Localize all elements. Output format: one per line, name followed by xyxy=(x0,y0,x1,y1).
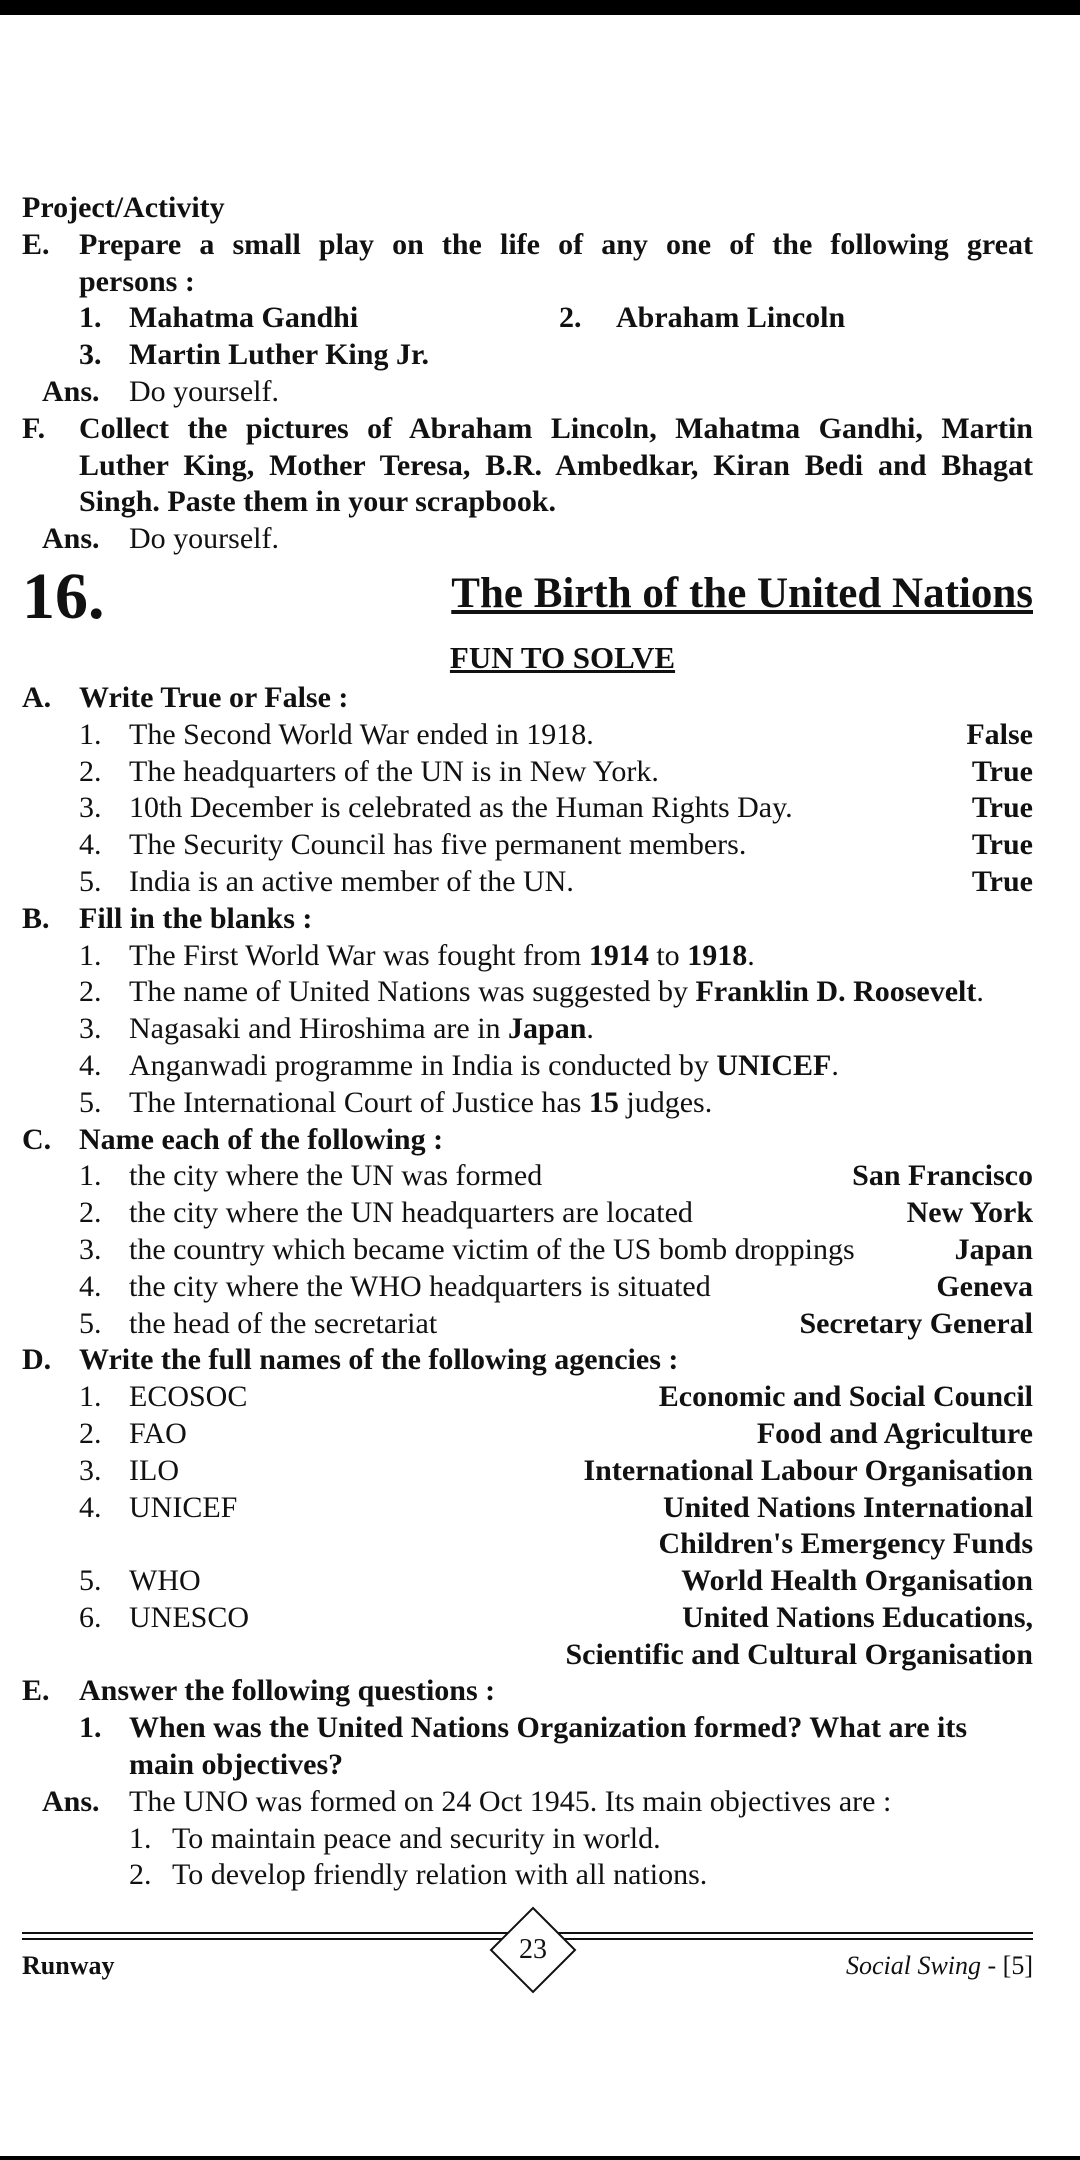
list-item xyxy=(22,1158,1033,1195)
item-text: 10th December is celebrated as the Human Rights Day. xyxy=(129,791,793,825)
section-heading: Fill in the blanks : xyxy=(79,901,313,935)
item-answer: Japan xyxy=(954,1232,1033,1266)
list-item xyxy=(22,974,1033,1011)
item-text: UNICEF xyxy=(129,1490,238,1524)
project-heading xyxy=(22,190,1033,227)
section-a-heading xyxy=(22,680,1033,717)
point-text: To develop friendly relation with all nations. xyxy=(172,1858,708,1892)
list-number: 2. xyxy=(79,754,102,788)
question-text: Singh. Paste them in your scrapbook. xyxy=(79,485,557,519)
page-content xyxy=(22,190,1033,1894)
list-number: 3. xyxy=(79,1232,102,1266)
item-text: FAO xyxy=(129,1416,187,1450)
question-label: F. xyxy=(22,411,46,445)
question-line1 xyxy=(22,1710,1033,1747)
list-number: 2. xyxy=(559,301,582,335)
answer-label: Ans. xyxy=(42,374,100,408)
list-number: 6. xyxy=(79,1600,102,1634)
project-e-answer xyxy=(22,374,1033,411)
section-label: C. xyxy=(22,1122,52,1156)
list-number: 2. xyxy=(79,1196,102,1230)
project-f-answer xyxy=(22,521,1033,558)
item-text: The Security Council has five permanent members. xyxy=(129,828,747,862)
list-number: 1. xyxy=(129,1821,152,1855)
list-number: 1. xyxy=(79,1159,102,1193)
section-b-heading xyxy=(22,901,1033,938)
item-answer: Children's Emergency Funds xyxy=(658,1527,1033,1561)
question-text: Prepare a small play on the life of any one of the following great xyxy=(79,227,1033,261)
section-d-heading xyxy=(22,1342,1033,1379)
book-title: Social Swing xyxy=(845,1951,982,1980)
question-text: Collect the pictures of Abraham Lincoln, Mahatma Gandhi, Martin xyxy=(79,411,1033,445)
answer-label: Ans. xyxy=(42,1784,100,1818)
item-text: UNESCO xyxy=(129,1600,250,1634)
footer-publisher: Runway xyxy=(22,1951,115,1980)
answer-text: Do yourself. xyxy=(129,522,279,556)
list-number: 1. xyxy=(79,301,102,335)
section-label: B. xyxy=(22,901,50,935)
item-text: The International Court of Justice has 15 judges. xyxy=(129,1085,713,1119)
book-volume: - [5] xyxy=(981,1951,1033,1980)
list-item xyxy=(22,938,1033,975)
list-item xyxy=(22,1416,1033,1453)
list-item xyxy=(22,1048,1033,1085)
project-e-line2 xyxy=(22,264,1033,301)
list-number: 1. xyxy=(79,717,102,751)
bottom-border-bar xyxy=(0,2156,1080,2160)
top-border-bar xyxy=(0,0,1080,15)
list-number: 4. xyxy=(79,1269,102,1303)
chapter-subtitle: FUN TO SOLVE xyxy=(449,639,676,675)
section-label: D. xyxy=(22,1343,52,1377)
item-answer: True xyxy=(971,791,1033,825)
section-label: A. xyxy=(22,680,52,714)
list-number: 5. xyxy=(79,1085,102,1119)
item-answer: International Labour Organisation xyxy=(583,1453,1033,1487)
answer-line xyxy=(22,1784,1033,1821)
answer-text: The UNO was formed on 24 Oct 1945. Its main objectives are : xyxy=(129,1784,892,1818)
list-number: 4. xyxy=(79,828,102,862)
list-number: 1. xyxy=(79,1380,102,1414)
item-text: The First World War was fought from 1914 to 1918. xyxy=(129,938,755,972)
project-f-line3 xyxy=(22,484,1033,521)
blank-answer: UNICEF xyxy=(716,1048,832,1082)
section-heading: Answer the following questions : xyxy=(79,1674,496,1708)
project-e-line1 xyxy=(22,227,1033,264)
item-answer: True xyxy=(971,828,1033,862)
answer-point xyxy=(22,1821,1033,1858)
list-number: 3. xyxy=(79,338,102,372)
list-item xyxy=(22,1195,1033,1232)
list-number: 4. xyxy=(79,1048,102,1082)
list-item xyxy=(22,1085,1033,1122)
item-text: WHO xyxy=(129,1564,201,1598)
item-answer: True xyxy=(971,864,1033,898)
answer-label: Ans. xyxy=(42,522,100,556)
list-item xyxy=(22,754,1033,791)
page-number-badge xyxy=(487,1904,579,1996)
list-item xyxy=(22,827,1033,864)
project-f-line2 xyxy=(22,448,1033,485)
section-e-heading xyxy=(22,1673,1033,1710)
list-number: 1. xyxy=(79,1711,102,1745)
section-heading: Name each of the following : xyxy=(79,1122,444,1156)
list-item xyxy=(22,1011,1033,1048)
section-heading: Write the full names of the following agencies : xyxy=(79,1343,679,1377)
item-answer: San Francisco xyxy=(852,1159,1033,1193)
item-answer: World Health Organisation xyxy=(681,1564,1033,1598)
list-item xyxy=(22,1453,1033,1490)
list-item xyxy=(22,1563,1033,1600)
section-label: E. xyxy=(22,1674,50,1708)
item-text: the city where the UN was formed xyxy=(129,1159,543,1193)
item-text: The name of United Nations was suggested by Franklin D. Roosevelt. xyxy=(129,975,984,1009)
item-answer: United Nations International xyxy=(662,1490,1033,1524)
list-item xyxy=(22,1379,1033,1416)
project-heading-text: Project/Activity xyxy=(22,191,225,224)
item-text: ILO xyxy=(129,1453,179,1487)
point-text: To maintain peace and security in world. xyxy=(172,1821,661,1855)
list-number: 4. xyxy=(79,1490,102,1524)
page-footer xyxy=(22,1928,1033,2018)
list-item xyxy=(22,1269,1033,1306)
item-answer: True xyxy=(971,754,1033,788)
item-answer: United Nations Educations, xyxy=(682,1600,1033,1634)
list-item: Mahatma Gandhi xyxy=(129,301,359,335)
item-answer: Food and Agriculture xyxy=(756,1416,1033,1450)
list-item xyxy=(22,1490,1033,1527)
item-text: The Second World War ended in 1918. xyxy=(129,717,594,751)
item-answer: False xyxy=(966,717,1033,751)
list-number: 5. xyxy=(79,1564,102,1598)
list-item xyxy=(22,1232,1033,1269)
question-text: persons : xyxy=(79,264,195,298)
list-item-continuation xyxy=(22,1637,1033,1674)
list-item xyxy=(22,790,1033,827)
project-e-items-row1 xyxy=(22,300,1033,337)
answer-text: Do yourself. xyxy=(129,374,279,408)
item-text: The headquarters of the UN is in New York. xyxy=(129,754,659,788)
list-item: Martin Luther King Jr. xyxy=(129,338,430,372)
list-number: 5. xyxy=(79,864,102,898)
list-number: 5. xyxy=(79,1306,102,1340)
list-number: 2. xyxy=(79,975,102,1009)
item-answer: Economic and Social Council xyxy=(658,1380,1033,1414)
project-f-line1 xyxy=(22,411,1033,448)
chapter-title: The Birth of the United Nations xyxy=(451,569,1033,617)
list-item xyxy=(22,717,1033,754)
page-number: 23 xyxy=(519,1934,547,1965)
item-text: ECOSOC xyxy=(129,1380,248,1414)
list-number: 3. xyxy=(79,1453,102,1487)
blank-answer: Franklin D. Roosevelt xyxy=(695,975,977,1009)
item-text: the city where the UN headquarters are located xyxy=(129,1196,693,1230)
list-item xyxy=(22,1600,1033,1637)
section-c-heading xyxy=(22,1122,1033,1159)
item-answer: Geneva xyxy=(936,1269,1033,1303)
section-heading: Write True or False : xyxy=(79,680,349,714)
question-label: E. xyxy=(22,227,50,261)
blank-answer: 1914 xyxy=(588,938,649,972)
item-answer: New York xyxy=(906,1196,1033,1230)
item-text: the country which became victim of the US bomb droppings xyxy=(129,1232,855,1266)
list-item xyxy=(22,1306,1033,1343)
item-text: Anganwadi programme in India is conducted by UNICEF. xyxy=(129,1048,839,1082)
chapter-number: 16. xyxy=(22,559,105,633)
answer-point xyxy=(22,1857,1033,1894)
question-text: When was the United Nations Organization formed? What are its xyxy=(129,1711,968,1745)
question-line2 xyxy=(22,1747,1033,1784)
list-item-continuation xyxy=(22,1526,1033,1563)
question-text: Luther King, Mother Teresa, B.R. Ambedkar, Kiran Bedi and Bhagat xyxy=(79,448,1033,482)
blank-answer: 1918 xyxy=(687,938,748,972)
list-number: 3. xyxy=(79,1012,102,1046)
blank-answer: 15 xyxy=(588,1085,619,1119)
item-answer: Scientific and Cultural Organisation xyxy=(565,1637,1033,1671)
footer-book-title xyxy=(846,1948,1033,1984)
item-text: the city where the WHO headquarters is situated xyxy=(129,1269,711,1303)
item-answer: Secretary General xyxy=(799,1306,1033,1340)
list-number: 3. xyxy=(79,791,102,825)
item-text: the head of the secretariat xyxy=(129,1306,438,1340)
item-text: India is an active member of the UN. xyxy=(129,864,574,898)
project-e-items-row2 xyxy=(22,337,1033,374)
list-number: 1. xyxy=(79,938,102,972)
blank-answer: Japan xyxy=(508,1012,587,1046)
list-item: Abraham Lincoln xyxy=(616,301,846,335)
list-number: 2. xyxy=(79,1416,102,1450)
list-item xyxy=(22,864,1033,901)
question-text: main objectives? xyxy=(129,1748,344,1782)
item-text: Nagasaki and Hiroshima are in Japan. xyxy=(129,1012,594,1046)
list-number: 2. xyxy=(129,1858,152,1892)
chapter-header xyxy=(22,558,1033,636)
